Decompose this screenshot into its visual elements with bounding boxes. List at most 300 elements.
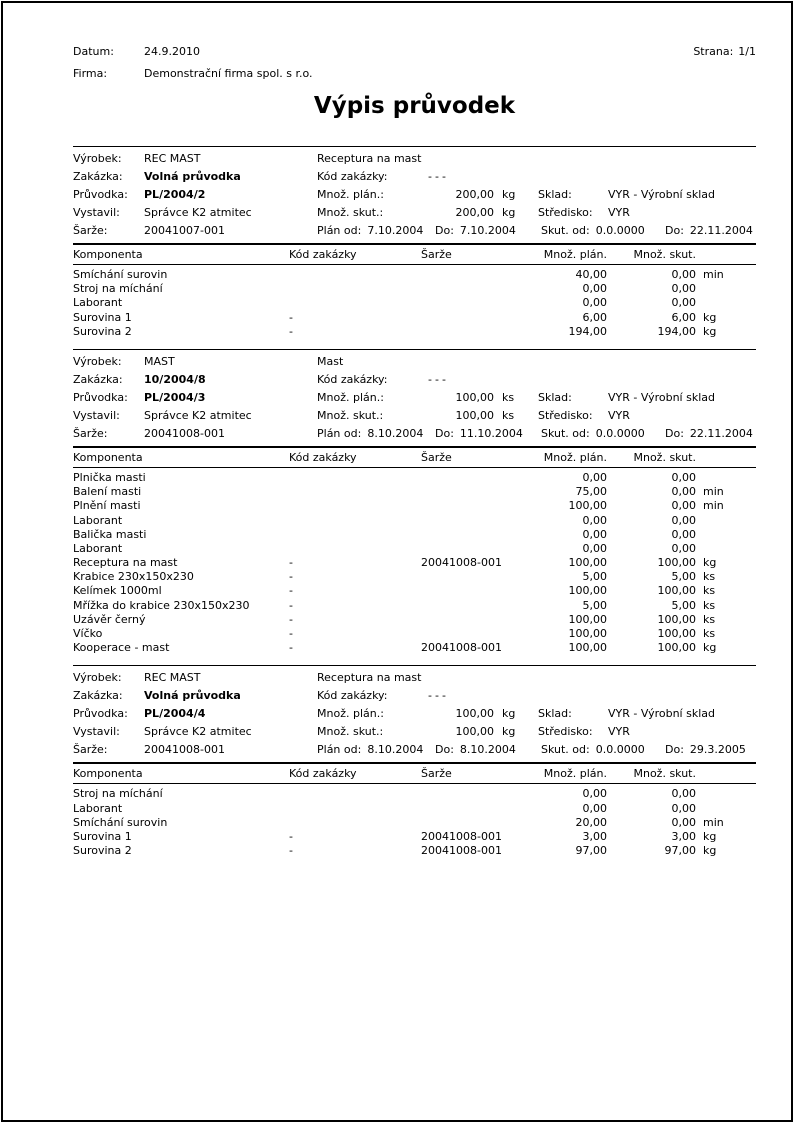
pruvodka-value: PL/2004/2 (144, 188, 206, 201)
vystavil-label: Vystavil: (73, 206, 120, 219)
firma-label: Firma: (73, 67, 108, 80)
cell-kod: - (289, 310, 293, 324)
col-unit (696, 245, 756, 264)
skut-do (665, 222, 756, 240)
mnoz-skut-label: Množ. skut.: (317, 206, 384, 219)
vyrobek-row (73, 669, 756, 687)
strana-value: 1/1 (738, 45, 756, 58)
cell-plan: 100,00 (568, 499, 607, 513)
sarze-label: Šarže: (73, 224, 108, 237)
table-row (73, 844, 756, 858)
cell-kod: - (289, 598, 293, 612)
datum-row (73, 45, 756, 58)
table-row (73, 613, 756, 627)
skut-od-label: Skut. od: (541, 224, 590, 237)
plan-od-value: 8.10.2004 (367, 426, 424, 440)
cell-plan: 40,00 (575, 268, 607, 281)
mnoz-skut-unit: kg (502, 725, 516, 739)
stredisko-label: Středisko: (538, 725, 593, 739)
table-row (73, 556, 756, 570)
cell-unit: ks (703, 584, 716, 598)
col-sarze: Šarže (421, 248, 452, 261)
cell-komponenta: Smíchání surovin (73, 268, 168, 281)
zakazka-value: 10/2004/8 (144, 372, 206, 386)
cell-sarze: 20041008-001 (421, 829, 502, 843)
col-sarze: Šarže (421, 767, 452, 781)
cell-sarze (421, 542, 529, 556)
kod-zakazky-value: --- (428, 689, 449, 703)
cell-skut: 194,00 (657, 324, 696, 338)
cell-unit: min (703, 485, 724, 499)
plan-od (317, 222, 435, 240)
pruvodka-value: PL/2004/3 (144, 390, 206, 404)
cell-skut: 0,00 (671, 801, 696, 815)
table-row (73, 816, 756, 830)
cell-unit: kg (703, 310, 717, 324)
sarze-value: 20041007-001 (144, 224, 225, 237)
vystavil-row (73, 407, 756, 425)
cell-skut: 0,00 (671, 541, 696, 555)
pruvodka-label: Průvodka: (73, 707, 128, 721)
cell-plan: 100,00 (568, 556, 607, 570)
cell-unit (696, 514, 756, 528)
col-mnoz-plan: Množ. plán. (543, 248, 607, 261)
sarze-row (73, 222, 756, 240)
cell-unit (696, 471, 756, 485)
skut-do (665, 741, 756, 759)
table-row (73, 830, 756, 844)
cell-skut: 0,00 (671, 815, 696, 829)
col-mnoz-plan: Množ. plán. (543, 767, 607, 781)
vyrobek-value: REC MAST (144, 152, 201, 165)
pruvodka-row (73, 389, 756, 407)
cell-kod: - (289, 627, 293, 640)
sklad-value: VYR - Výrobní sklad (608, 707, 715, 721)
cell-sarze (421, 613, 529, 627)
vyrobek-label: Výrobek: (73, 354, 122, 368)
mnoz-plan-unit: kg (502, 188, 516, 201)
cell-plan: 0,00 (582, 541, 607, 555)
cell-unit: kg (703, 556, 717, 570)
skut-od-label: Skut. od: (541, 743, 590, 757)
cell-komponenta: Kelímek 1000ml (73, 584, 162, 598)
cell-kod (289, 816, 421, 830)
table-row (73, 485, 756, 499)
block-header (73, 665, 756, 764)
cell-kod (289, 542, 421, 556)
cell-komponenta: Stroj na míchání (73, 787, 163, 801)
cell-unit: min (703, 815, 724, 829)
skut-do-label: Do: (665, 224, 684, 237)
vyrobek-row (73, 353, 756, 371)
cell-sarze (421, 584, 529, 598)
cell-plan: 5,00 (582, 598, 607, 612)
cell-sarze (421, 816, 529, 830)
cell-sarze: 20041008-001 (421, 844, 502, 858)
pruvodka-row (73, 705, 756, 723)
plan-od (317, 425, 435, 443)
vyrobek-value: REC MAST (144, 671, 201, 685)
zakazka-label: Zakázka: (73, 170, 123, 183)
cell-skut: 0,00 (671, 513, 696, 527)
mnoz-plan-value: 200,00 (455, 188, 494, 201)
cell-komponenta: Uzávěr černý (73, 612, 146, 626)
cell-komponenta: Plnění masti (73, 499, 141, 513)
vystavil-value: Správce K2 atmitec (144, 725, 252, 739)
mnoz-skut-label: Množ. skut.: (317, 408, 384, 422)
cell-kod: - (289, 324, 293, 338)
cell-plan: 5,00 (582, 570, 607, 584)
cell-kod: - (289, 844, 293, 858)
table-row (73, 570, 756, 584)
cell-skut: 0,00 (671, 470, 696, 484)
col-unit (696, 448, 756, 467)
cell-plan: 100,00 (568, 612, 607, 626)
cell-sarze (421, 268, 529, 282)
cell-sarze (421, 528, 529, 542)
kod-zakazky-label: Kód zakázky: (317, 170, 388, 183)
sarze-row (73, 425, 756, 443)
cell-skut: 100,00 (657, 584, 696, 598)
table-row (73, 599, 756, 613)
pruvodka-block-1 (73, 146, 756, 339)
sarze-label: Šarže: (73, 426, 108, 440)
component-table (73, 448, 756, 655)
cell-skut: 0,00 (671, 296, 696, 310)
col-kod-zakazky: Kód zakázky (289, 248, 357, 261)
cell-skut: 100,00 (657, 556, 696, 570)
skut-od (541, 222, 665, 240)
cell-unit: kg (703, 324, 717, 338)
vystavil-row (73, 723, 756, 741)
cell-skut: 100,00 (657, 612, 696, 626)
zakazka-value: Volná průvodka (144, 689, 241, 703)
cell-plan: 0,00 (582, 470, 607, 484)
cell-skut: 6,00 (671, 310, 696, 324)
sklad-value: VYR - Výrobní sklad (608, 390, 715, 404)
mnoz-skut-value: 100,00 (455, 408, 494, 422)
zakazka-value: Volná průvodka (144, 170, 241, 183)
cell-plan: 0,00 (582, 801, 607, 815)
cell-unit: ks (703, 612, 716, 626)
sarze-label: Šarže: (73, 743, 108, 757)
block-header (73, 146, 756, 245)
cell-unit: ks (703, 570, 716, 584)
report-content (73, 0, 756, 858)
pruvodka-block-3 (73, 665, 756, 858)
col-mnoz-skut: Množ. skut. (633, 450, 696, 464)
col-kod-zakazky: Kód zakázky (289, 767, 357, 781)
cell-sarze (421, 627, 529, 641)
strana-label: Strana: (693, 45, 734, 58)
skut-do-label: Do: (665, 426, 684, 440)
table-header-row (73, 764, 756, 784)
cell-unit (696, 542, 756, 556)
cell-plan: 100,00 (568, 584, 607, 598)
firma-value: Demonstrační firma spol. s r.o. (144, 67, 313, 80)
cell-unit: ks (703, 598, 716, 612)
col-unit (696, 764, 756, 783)
cell-unit: min (703, 499, 724, 513)
table-row (73, 528, 756, 542)
cell-unit (696, 802, 756, 816)
zakazka-row (73, 687, 756, 705)
skut-od-value: 0.0.0000 (595, 426, 645, 440)
cell-sarze (421, 296, 529, 310)
plan-od-label: Plán od: (317, 426, 362, 440)
cell-kod (289, 268, 421, 282)
table-row (73, 627, 756, 641)
skut-do-label: Do: (665, 743, 684, 757)
sarze-row (73, 741, 756, 759)
skut-do-value: 22.11.2004 (689, 426, 753, 440)
cell-sarze (421, 311, 529, 325)
datum-label: Datum: (73, 45, 114, 58)
cell-unit: kg (703, 829, 717, 843)
mnoz-skut-value: 200,00 (455, 206, 494, 219)
vyrobek-label: Výrobek: (73, 671, 122, 685)
skut-do (665, 425, 756, 443)
cell-kod (289, 514, 421, 528)
skut-od-label: Skut. od: (541, 426, 590, 440)
table-row (73, 325, 756, 339)
cell-unit: min (703, 268, 724, 281)
skut-od (541, 425, 665, 443)
cell-kod: - (289, 584, 293, 598)
col-mnoz-skut: Množ. skut. (633, 767, 696, 781)
cell-sarze: 20041008-001 (421, 641, 502, 655)
component-table (73, 764, 756, 858)
table-row (73, 641, 756, 655)
table-row (73, 802, 756, 816)
plan-do-value: 7.10.2004 (459, 224, 516, 237)
cell-unit (696, 282, 756, 296)
cell-kod (289, 471, 421, 485)
mnoz-skut-value: 100,00 (455, 725, 494, 739)
skut-do-value: 22.11.2004 (689, 224, 753, 237)
cell-skut: 0,00 (671, 268, 696, 281)
plan-od-value: 7.10.2004 (367, 224, 424, 237)
cell-kod (289, 485, 421, 499)
skut-od (541, 741, 665, 759)
cell-plan: 194,00 (568, 324, 607, 338)
cell-komponenta: Surovina 1 (73, 829, 132, 843)
cell-skut: 97,00 (664, 844, 696, 858)
cell-plan: 100,00 (568, 641, 607, 655)
component-table (73, 245, 756, 339)
cell-plan: 0,00 (582, 513, 607, 527)
cell-komponenta: Laborant (73, 296, 123, 310)
table-header-row (73, 448, 756, 468)
cell-komponenta: Laborant (73, 541, 123, 555)
cell-sarze (421, 802, 529, 816)
mnoz-plan-label: Množ. plán.: (317, 390, 384, 404)
zakazka-label: Zakázka: (73, 372, 123, 386)
mnoz-plan-value: 100,00 (455, 707, 494, 721)
col-kod-zakazky: Kód zakázky (289, 450, 357, 464)
cell-skut: 5,00 (671, 598, 696, 612)
plan-od-label: Plán od: (317, 224, 362, 237)
cell-komponenta: Surovina 2 (73, 324, 132, 338)
vyrobek-value: MAST (144, 354, 175, 368)
plan-od-label: Plán od: (317, 743, 362, 757)
plan-do-value: 11.10.2004 (459, 426, 523, 440)
cell-plan: 0,00 (582, 527, 607, 541)
cell-kod: - (289, 829, 293, 843)
table-row (73, 584, 756, 598)
plan-do-label: Do: (435, 224, 454, 237)
table-row (73, 499, 756, 513)
table-header-row (73, 245, 756, 265)
skut-do-value: 29.3.2005 (689, 743, 746, 757)
cell-plan: 0,00 (582, 787, 607, 801)
cell-komponenta: Mřížka do krabice 230x150x230 (73, 598, 250, 612)
plan-od-value: 8.10.2004 (367, 743, 424, 757)
cell-kod (289, 499, 421, 513)
vyrobek-popis: Receptura na mast (317, 152, 422, 165)
col-mnoz-skut: Množ. skut. (633, 248, 696, 261)
col-mnoz-plan: Množ. plán. (543, 450, 607, 464)
cell-plan: 3,00 (582, 829, 607, 843)
sarze-value: 20041008-001 (144, 426, 225, 440)
cell-kod (289, 282, 421, 296)
plan-do (435, 425, 541, 443)
cell-unit (696, 787, 756, 801)
cell-kod (289, 296, 421, 310)
cell-kod: - (289, 641, 293, 655)
cell-skut: 0,00 (671, 485, 696, 499)
plan-do (435, 741, 541, 759)
cell-komponenta: Laborant (73, 513, 123, 527)
zakazka-row (73, 371, 756, 389)
stredisko-label: Středisko: (538, 408, 593, 422)
mnoz-plan-unit: kg (502, 707, 516, 721)
sklad-label: Sklad: (538, 188, 572, 201)
vyrobek-popis: Receptura na mast (317, 671, 422, 685)
cell-komponenta: Kooperace - mast (73, 641, 170, 655)
table-row (73, 296, 756, 310)
pruvodka-value: PL/2004/4 (144, 707, 206, 721)
stredisko-value: VYR (608, 206, 630, 219)
cell-komponenta: Smíchání surovin (73, 815, 168, 829)
cell-komponenta: Balička masti (73, 527, 147, 541)
pruvodka-block-2 (73, 349, 756, 655)
plan-do-label: Do: (435, 743, 454, 757)
cell-kod: - (289, 570, 293, 584)
vyrobek-row (73, 150, 756, 168)
cell-sarze (421, 499, 529, 513)
table-row (73, 311, 756, 325)
cell-komponenta: Surovina 2 (73, 844, 132, 858)
cell-plan: 75,00 (575, 485, 607, 499)
cell-unit (696, 296, 756, 310)
cell-komponenta: Víčko (73, 627, 103, 640)
cell-plan: 97,00 (575, 844, 607, 858)
col-sarze: Šarže (421, 450, 452, 464)
vystavil-value: Správce K2 atmitec (144, 408, 252, 422)
zakazka-label: Zakázka: (73, 689, 123, 703)
table-row (73, 514, 756, 528)
kod-zakazky-label: Kód zakázky: (317, 689, 388, 703)
pruvodka-label: Průvodka: (73, 188, 128, 201)
vyrobek-label: Výrobek: (73, 152, 122, 165)
cell-skut: 0,00 (671, 282, 696, 296)
stredisko-value: VYR (608, 408, 630, 422)
report-title: Výpis průvodek (313, 93, 516, 119)
cell-kod: - (289, 556, 293, 570)
vyrobek-popis: Mast (317, 354, 344, 368)
col-komponenta: Komponenta (73, 248, 143, 261)
cell-unit (696, 528, 756, 542)
sklad-label: Sklad: (538, 707, 572, 721)
cell-sarze (421, 325, 529, 339)
table-row (73, 282, 756, 296)
cell-plan: 6,00 (582, 310, 607, 324)
cell-unit: kg (703, 641, 717, 655)
kod-zakazky-value: --- (428, 170, 449, 183)
zakazka-row (73, 168, 756, 186)
plan-do-value: 8.10.2004 (459, 743, 516, 757)
cell-skut: 3,00 (671, 829, 696, 843)
mnoz-skut-unit: ks (502, 408, 515, 422)
cell-plan: 100,00 (568, 627, 607, 640)
cell-komponenta: Laborant (73, 801, 123, 815)
cell-kod: - (289, 612, 293, 626)
cell-sarze (421, 514, 529, 528)
vystavil-label: Vystavil: (73, 725, 120, 739)
vystavil-label: Vystavil: (73, 408, 120, 422)
datum-value: 24.9.2010 (144, 45, 200, 58)
cell-komponenta: Balení masti (73, 485, 142, 499)
cell-sarze: 20041008-001 (421, 556, 502, 570)
vystavil-value: Správce K2 atmitec (144, 206, 252, 219)
stredisko-label: Středisko: (538, 206, 593, 219)
col-komponenta: Komponenta (73, 450, 143, 464)
cell-unit: ks (703, 627, 716, 640)
cell-sarze (421, 787, 529, 801)
vystavil-row (73, 204, 756, 222)
cell-kod (289, 528, 421, 542)
kod-zakazky-value: --- (428, 372, 449, 386)
firma-row (73, 67, 756, 80)
cell-kod (289, 787, 421, 801)
cell-skut: 0,00 (671, 787, 696, 801)
cell-skut: 100,00 (657, 641, 696, 655)
cell-sarze (421, 485, 529, 499)
sklad-value: VYR - Výrobní sklad (608, 188, 715, 201)
stredisko-value: VYR (608, 725, 630, 739)
col-komponenta: Komponenta (73, 767, 143, 781)
skut-od-value: 0.0.0000 (595, 224, 645, 237)
plan-do (435, 222, 541, 240)
cell-sarze (421, 599, 529, 613)
block-header (73, 349, 756, 448)
sklad-label: Sklad: (538, 390, 572, 404)
table-row (73, 542, 756, 556)
sarze-value: 20041008-001 (144, 743, 225, 757)
table-row (73, 268, 756, 282)
cell-komponenta: Stroj na míchání (73, 282, 163, 296)
cell-skut: 100,00 (657, 627, 696, 640)
cell-sarze (421, 471, 529, 485)
cell-plan: 0,00 (582, 296, 607, 310)
pruvodka-row (73, 186, 756, 204)
strana (693, 45, 756, 58)
cell-komponenta: Surovina 1 (73, 310, 132, 324)
cell-skut: 0,00 (671, 527, 696, 541)
plan-od (317, 741, 435, 759)
cell-komponenta: Receptura na mast (73, 556, 178, 570)
